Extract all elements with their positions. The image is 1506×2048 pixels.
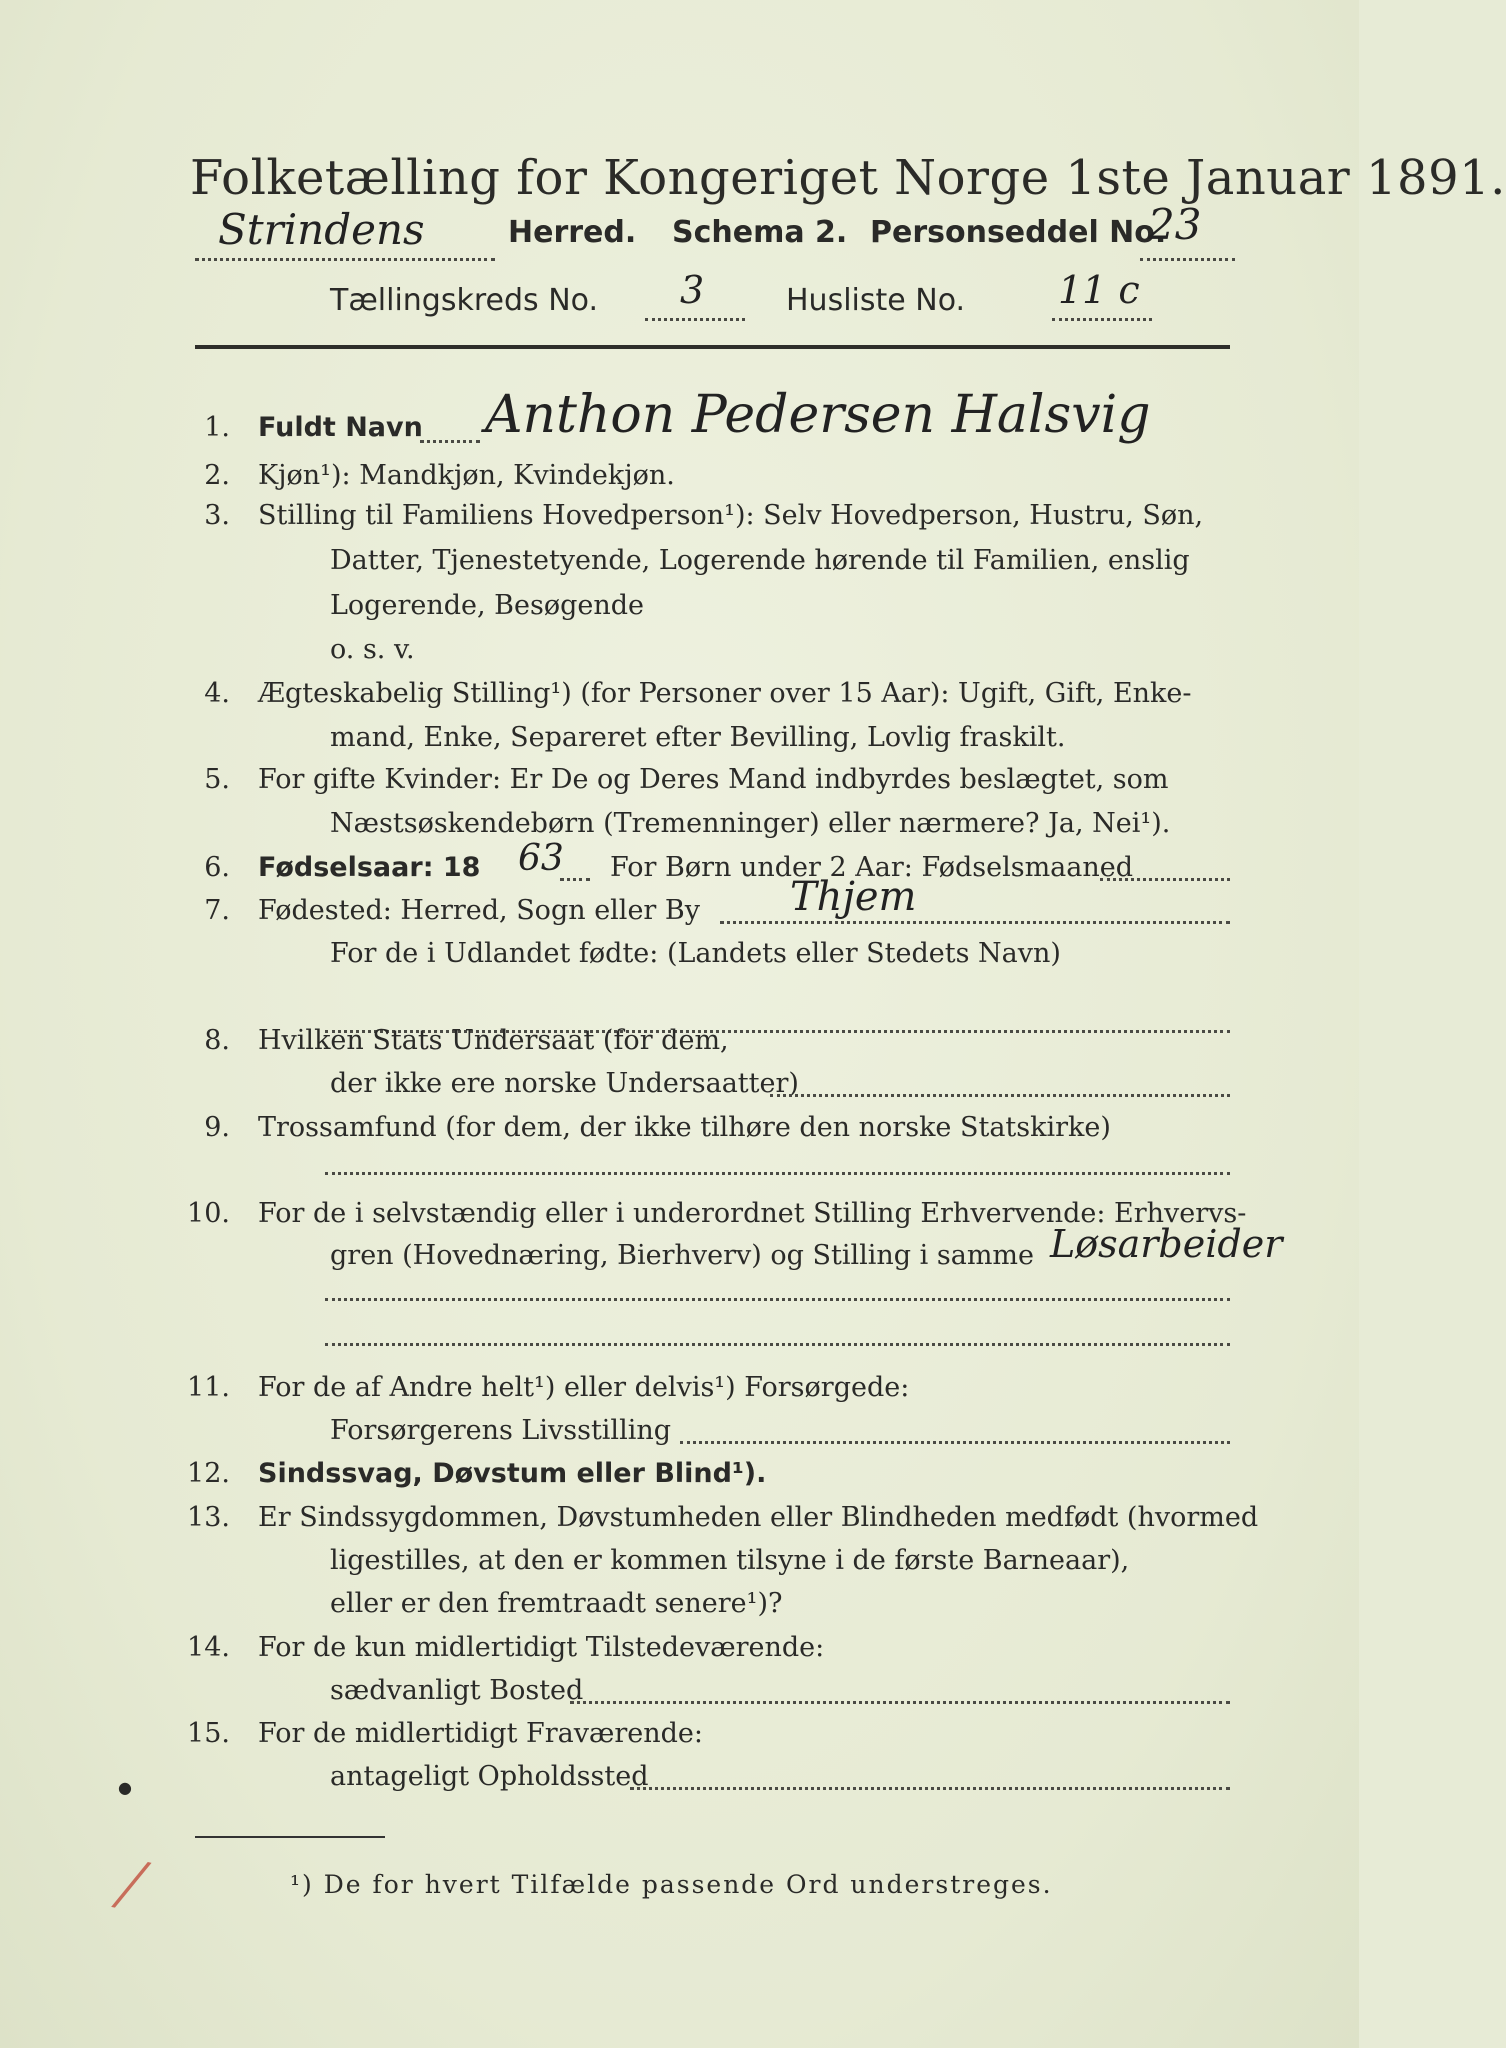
footnote-rule [195,1836,385,1838]
item-2-number: 2. [204,460,230,491]
item-11-dotline [680,1441,1230,1444]
footnote-text: ¹) De for hvert Tilfælde passende Ord understreges. [290,1870,1053,1899]
item-6-year-dotline [560,878,590,881]
item-13-number: 13. [187,1502,230,1533]
item-12-text: Sindssvag, Døvstum eller Blind¹). [258,1458,767,1489]
item-7-answer-place: Thjem [790,874,917,920]
ink-dot: ● [118,1778,132,1797]
item-7-line-1: Fødested: Herred, Sogn eller By [258,895,701,926]
item-15-dotline [630,1787,1230,1790]
item-2-text: Kjøn¹): Mandkjøn, Kvindekjøn. [258,460,675,491]
item-1-number: 1. [204,412,230,443]
item-11-line-2: Forsørgerens Livsstilling [330,1415,672,1446]
kreds-number: 3 [680,268,705,312]
item-7-number: 7. [204,895,230,926]
item-10-dotline-1 [325,1298,1230,1301]
item-10-line-2: gren (Hovednæring, Bierhverv) og Stilling i samme [330,1240,1035,1271]
item-5-line-2: Næstsøskendebørn (Tremenninger) eller nærmere? Ja, Nei¹). [330,808,1171,839]
item-4-number: 4. [204,678,230,709]
item-11-number: 11. [187,1372,230,1403]
item-3-line-3: Logerende, Besøgende [330,590,644,621]
item-4-line-2: mand, Enke, Separeret efter Bevilling, Lovlig fraskilt. [330,722,1066,753]
item-14-dotline [570,1701,1230,1704]
header-rule [195,345,1230,349]
personseddel-dotline [1140,258,1235,261]
herred-label: Herred. [508,215,637,250]
item-6-label: Fødselsaar: 18 [258,852,481,883]
kreds-label: Tællingskreds No. [330,283,598,318]
item-6-month-dotline [1100,878,1230,881]
husliste-number: 11 c [1058,268,1140,312]
herred-dotline [195,258,495,261]
personseddel-label: Personseddel No. [870,215,1167,250]
item-12-number: 12. [187,1458,230,1489]
form-title: Folketælling for Kongeriget Norge 1ste Januar 1891. [190,150,1506,206]
schema-label: Schema 2. [672,215,848,250]
item-9-number: 9. [204,1112,230,1143]
item-6-number: 6. [204,852,230,883]
item-6-answer-year: 63 [518,838,564,879]
item-14-line-1: For de kun midlertidigt Tilstedeværende: [258,1632,825,1663]
item-10-dotline-2 [325,1343,1230,1346]
item-14-line-2: sædvanligt Bosted [330,1675,584,1706]
item-14-number: 14. [187,1632,230,1663]
item-10-answer-occupation: Løsarbeider [1050,1222,1283,1266]
herred-handwritten: Strindens [218,205,425,254]
item-1-dotline [420,440,480,443]
item-1-answer-name: Anthon Pedersen Halsvig [485,385,1151,445]
item-9-dotline [325,1172,1230,1175]
item-3-line-4: o. s. v. [330,634,415,665]
item-13-line-2: ligestilles, at den er kommen tilsyne i de første Barneaar), [330,1545,1130,1576]
item-10-number: 10. [187,1198,230,1229]
item-15-number: 15. [187,1718,230,1749]
personseddel-number: 23 [1148,200,1202,249]
item-3-line-2: Datter, Tjenestetyende, Logerende hørende til Familien, enslig [330,545,1190,576]
item-8-dotline [770,1094,1230,1097]
item-8-line-1: Hvilken Stats Undersaat (for dem, [258,1025,729,1056]
item-8-line-2: der ikke ere norske Undersaatter) [330,1068,799,1099]
item-4-line-1: Ægteskabelig Stilling¹) (for Personer over 15 Aar): Ugift, Gift, Enke- [258,678,1192,709]
item-13-line-3: eller er den fremtraadt senere¹)? [330,1588,783,1619]
pencil-mark: ╱ [112,1857,150,1914]
item-3-line-1: Stilling til Familiens Hovedperson¹): Selv Hovedperson, Hustru, Søn, [258,500,1204,531]
kreds-dotline [645,318,745,321]
item-5-number: 5. [204,764,230,795]
item-9-line-1: Trossamfund (for dem, der ikke tilhøre den norske Statskirke) [258,1112,1111,1143]
item-3-number: 3. [204,500,230,531]
item-11-line-1: For de af Andre helt¹) eller delvis¹) Forsørgede: [258,1372,910,1403]
husliste-label: Husliste No. [786,283,966,318]
item-1-label: Fuldt Navn [258,412,423,443]
item-13-line-1: Er Sindssygdommen, Døvstumheden eller Blindheden medfødt (hvormed [258,1502,1259,1533]
husliste-dotline [1052,318,1152,321]
item-5-line-1: For gifte Kvinder: Er De og Deres Mand indbyrdes beslægtet, som [258,764,1169,795]
item-7-line-2: For de i Udlandet fødte: (Landets eller Stedets Navn) [330,938,1061,969]
item-8-number: 8. [204,1025,230,1056]
item-6-born-label: For Børn under 2 Aar: Fødselsmaaned [610,852,1134,883]
item-15-line-1: For de midlertidigt Fraværende: [258,1718,704,1749]
item-15-line-2: antageligt Opholdssted [330,1761,649,1792]
item-7-dotline [720,921,1230,924]
item-10-line-1: For de i selvstændig eller i underordnet Stilling Erhvervende: Erhvervs- [258,1198,1247,1229]
